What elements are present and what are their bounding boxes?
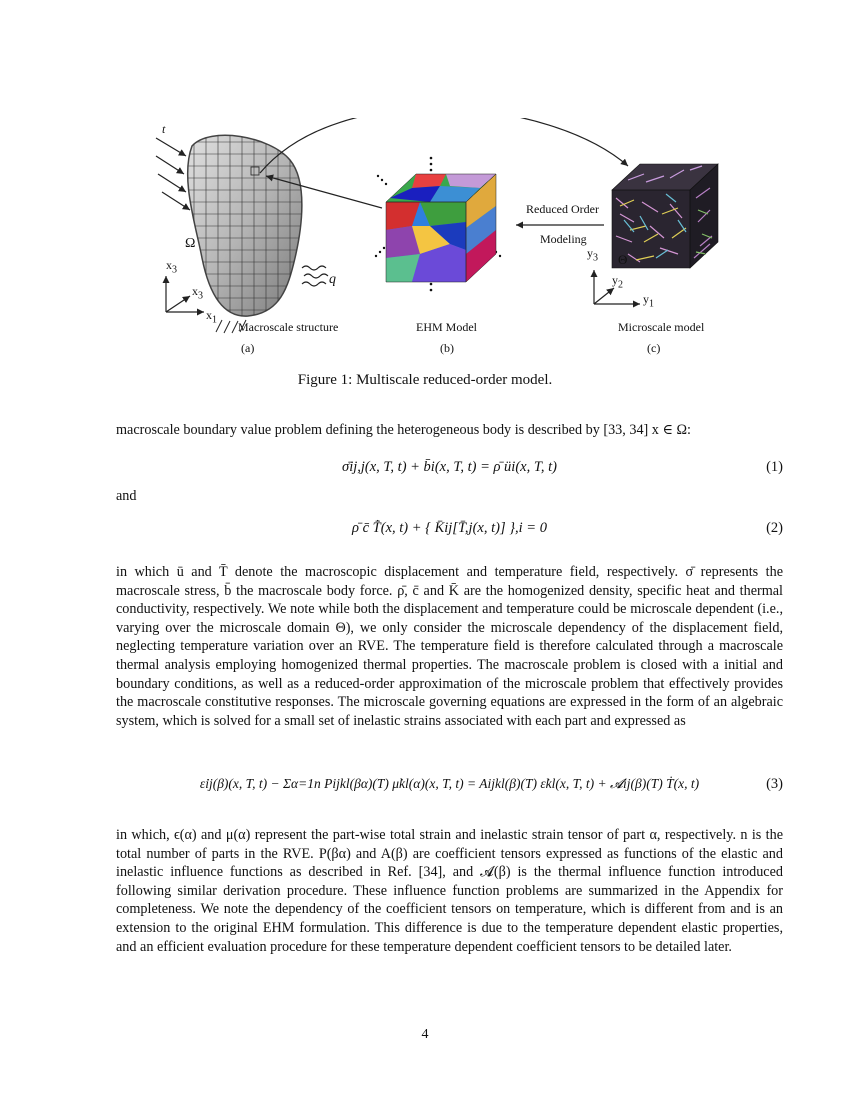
- localization-arrow: [260, 118, 628, 173]
- theta-label: Θ: [618, 252, 628, 267]
- x3-vertical-label: $x_3$: [166, 258, 177, 276]
- equation-2-expression: ρ̄ c̄ T̄̇(x, t) + { K̄ij[T̄,j(x, t)] },i = 0: [352, 520, 547, 536]
- heat-flux-label: q: [329, 272, 336, 287]
- omega-label: Ω: [185, 236, 196, 251]
- multiscale-figure: [150, 118, 750, 363]
- x3-diagonal-label: $x_3$: [192, 284, 203, 302]
- y3-label: $y_3$: [587, 246, 598, 264]
- paragraph-1: in which ū and T̄ denote the macroscopic displacement and temperature field, respectively. σ̄ represents the macroscale stress, b̄ the macroscale body force. ρ̄, c̄ and K̄ are the homogenized density, specific heat and thermal conductivity, respectively. We note while both the displacement and temperature could be microscale dependent (i.e., varying over the microscale domain Θ), we only consider the microscale dependency of the displacement field, neglecting temperature variation over an RVE. The temperature field is therefore calculated through a macroscale thermal analysis employing homogenized thermal properties. The macroscale problem is closed with a initial and boundary conditions, as well as a reduced-order approximation of the microscale problem that effectively provides the macroscale constitutive responses. The microscale governing equations are expressed in the form of an algebraic system, which is solved for a small set of inelastic strains associated with each part and expressed as: [116, 564, 783, 729]
- equation-1: [116, 459, 783, 485]
- reduced-order-label: Reduced Order: [526, 202, 599, 216]
- panel-b-tag: (b): [440, 341, 454, 355]
- equation-1-number: (1): [766, 459, 783, 475]
- y1-label: $y_1$: [643, 292, 654, 310]
- panel-a-tag: (a): [241, 341, 255, 355]
- panel-c-title: Microscale model: [618, 320, 705, 334]
- y2-label: $y_2$: [612, 273, 623, 291]
- intro-line: macroscale boundary value problem defining the heterogeneous body is described by [33, 34] x ∈ Ω:: [116, 422, 691, 438]
- and-line: and: [116, 488, 137, 504]
- equation-2: [116, 520, 783, 546]
- equation-3: [116, 776, 783, 802]
- traction-arrows: [156, 138, 190, 210]
- paragraph-2: in which, ϵ(α) and μ(α) represent the part-wise total strain and inelastic strain tensor of part α, respectively. n is the total number of parts in the RVE. P(βα) and A(β) are coefficient tensors expressed as functions of the elastic and inelastic influence functions as described in Ref. [34], and 𝓐(β) is the thermal influence function introduced following similar derivation procedure. These influence function problems are summarized in the Appendix for completeness. We note the dependency of the coefficient tensors on temperature, which is different from and is an extension to the original EHM formulation. This difference is due to the temperature dependent elastic properties, and an efficient evaluation procedure for these temperature dependent coefficient tensors to be detailed later.: [116, 827, 783, 955]
- panel-a-title: Macroscale structure: [238, 320, 339, 334]
- ehm-cube: [375, 157, 501, 292]
- figure-caption: Figure 1: Multiscale reduced-order model.: [297, 372, 553, 388]
- equation-3-number: (3): [766, 776, 783, 792]
- macroscale-body: [156, 128, 328, 333]
- traction-label: t: [162, 122, 166, 136]
- panel-c-tag: (c): [647, 341, 661, 355]
- equation-3-expression: ε̇ij(β)(x, T, t) − Σα=1n Pijkl(βα)(T) μ̇kl(α)(x, T, t) = Aijkl(β)(T) ε̇kl(x, T, t) + 𝓐ij(β)(T) Ṫ(x, t): [199, 776, 700, 791]
- panel-b-title: EHM Model: [416, 320, 477, 334]
- modeling-label: Modeling: [540, 232, 587, 246]
- equation-2-number: (2): [766, 520, 783, 536]
- equation-1-expression: σ̄ij,j(x, T, t) + b̄i(x, T, t) = ρ̄ üi(x, T, t): [342, 459, 557, 475]
- page-number: 4: [421, 1027, 429, 1042]
- x1-label: $x_1$: [206, 308, 217, 326]
- heat-flux-arrows: [302, 266, 328, 286]
